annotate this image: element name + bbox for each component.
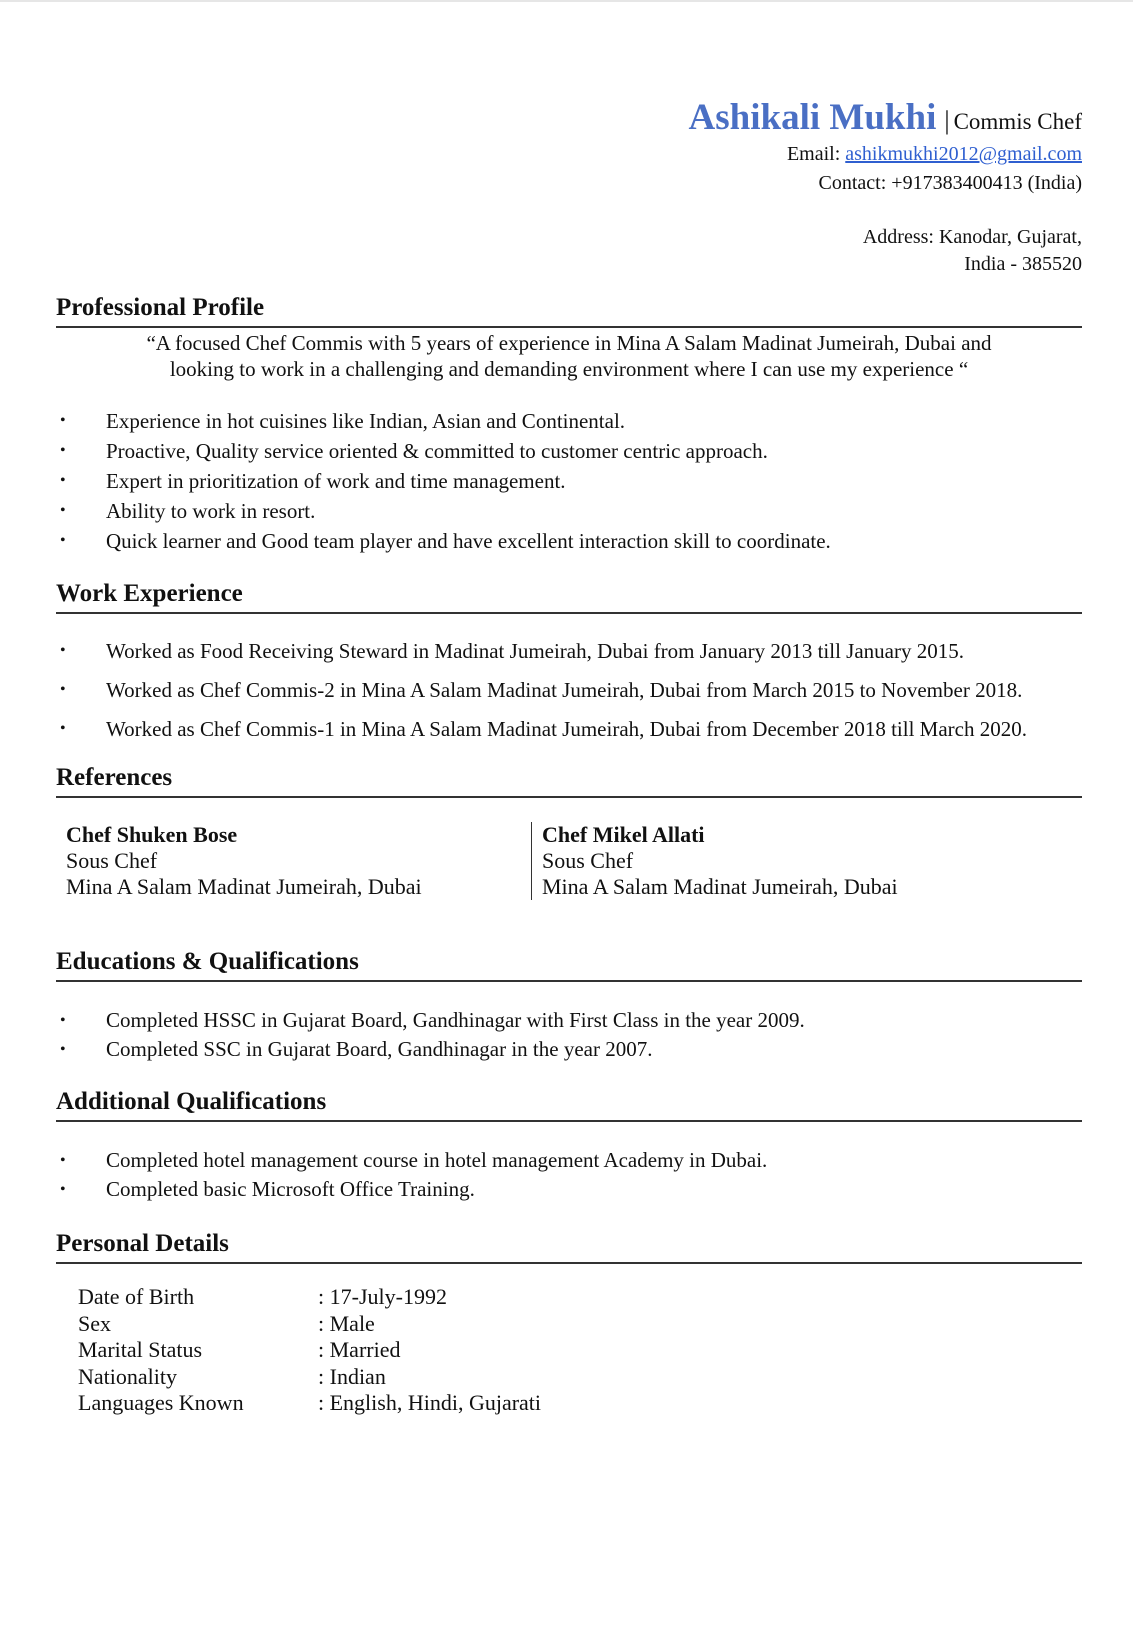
section-title-personal: Personal Details	[56, 1228, 1082, 1264]
personal-row-nationality	[78, 1364, 1082, 1391]
section-title-references: References	[56, 762, 1082, 798]
personal-row-marital-status	[78, 1337, 1082, 1364]
list-item	[56, 1175, 1082, 1204]
name-line	[56, 96, 1082, 140]
personal-row-sex	[78, 1311, 1082, 1338]
education-bullet-list	[56, 1006, 1082, 1064]
list-item-text: Completed basic Microsoft Office Training.	[106, 1177, 475, 1201]
section-title-work: Work Experience	[56, 578, 1082, 614]
email-line	[56, 140, 1082, 169]
reference-name: Chef Mikel Allati	[542, 822, 705, 847]
email-label: Email:	[786, 143, 841, 165]
list-item-text: Proactive, Quality service oriented & committed to customer centric approach.	[106, 439, 768, 463]
section-title-profile: Professional Profile	[56, 292, 1082, 328]
list-item-text: Quick learner and Good team player and have excellent interaction skill to coordinate.	[106, 529, 831, 553]
list-item	[56, 436, 1082, 466]
profile-section	[56, 292, 1082, 556]
list-item-text: Experience in hot cuisines like Indian, Asian and Continental.	[106, 409, 626, 433]
list-item	[56, 716, 1082, 742]
personal-value: : Male	[318, 1310, 375, 1336]
list-item-text: Completed hotel management course in hotel management Academy in Dubai.	[106, 1148, 768, 1172]
address-line-2: India - 385520	[964, 253, 1082, 275]
references-section	[56, 762, 1082, 900]
profile-summary-line-1: “A focused Chef Commis with 5 years of experience in Mina A Salam Madinat Jumeirah, Dubai and	[146, 331, 992, 355]
resume-page	[56, 96, 1082, 1417]
list-item	[56, 406, 1082, 436]
bullet-icon: •	[60, 532, 66, 549]
section-title-additional: Additional Qualifications	[56, 1086, 1082, 1122]
reference-place: Mina A Salam Madinat Jumeirah, Dubai	[66, 874, 422, 899]
list-item-text: Worked as Chef Commis-1 in Mina A Salam Madinat Jumeirah, Dubai from December 2018 till March 2020.	[106, 717, 1027, 741]
address-block	[56, 224, 1082, 278]
personal-label: Languages Known	[78, 1390, 244, 1415]
bullet-icon: •	[60, 472, 66, 489]
additional-section	[56, 1086, 1082, 1204]
work-bullet-list	[56, 638, 1082, 742]
bullet-icon: •	[60, 720, 66, 737]
profile-summary	[56, 328, 1082, 382]
list-item-text: Worked as Food Receiving Steward in Madinat Jumeirah, Dubai from January 2013 till January 2015.	[106, 639, 964, 663]
name-separator: |	[944, 106, 950, 135]
list-item-text: Ability to work in resort.	[106, 499, 316, 523]
list-item	[56, 526, 1082, 556]
reference-place: Mina A Salam Madinat Jumeirah, Dubai	[542, 874, 898, 899]
list-item-text: Completed SSC in Gujarat Board, Gandhinagar in the year 2007.	[106, 1037, 653, 1061]
reference-name: Chef Shuken Bose	[66, 822, 238, 847]
bullet-icon: •	[60, 1181, 66, 1198]
reference-position: Sous Chef	[542, 848, 634, 873]
list-item-text: Expert in prioritization of work and time management.	[106, 469, 566, 493]
references-grid	[56, 822, 1082, 900]
personal-row-languages	[78, 1390, 1082, 1417]
bullet-icon: •	[60, 442, 66, 459]
additional-bullet-list	[56, 1146, 1082, 1204]
personal-details-table	[78, 1284, 1082, 1417]
profile-summary-line-2: looking to work in a challenging and demanding environment where I can use my experience “	[169, 357, 969, 381]
bullet-icon: •	[60, 681, 66, 698]
list-item	[56, 1146, 1082, 1175]
email-link[interactable]: ashikmukhi2012@gmail.com	[845, 143, 1082, 165]
personal-section	[56, 1228, 1082, 1417]
personal-label: Marital Status	[78, 1337, 203, 1362]
section-title-education: Educations & Qualifications	[56, 946, 1082, 982]
reference-position: Sous Chef	[66, 848, 158, 873]
list-item	[56, 638, 1082, 664]
list-item-text: Completed HSSC in Gujarat Board, Gandhinagar with First Class in the year 2009.	[106, 1008, 805, 1032]
personal-label: Sex	[78, 1310, 111, 1336]
list-item	[56, 496, 1082, 526]
education-section	[56, 946, 1082, 1064]
candidate-role: Commis Chef	[953, 109, 1082, 134]
bullet-icon: •	[60, 502, 66, 519]
bullet-icon: •	[60, 412, 66, 429]
work-section	[56, 578, 1082, 742]
personal-value: : 17-July-1992	[318, 1284, 447, 1309]
reference-card	[56, 822, 531, 900]
candidate-name: Ashikali Mukhi	[688, 97, 937, 138]
list-item	[56, 677, 1082, 703]
bullet-icon: •	[60, 1152, 66, 1169]
list-item	[56, 1035, 1082, 1064]
list-item-text: Worked as Chef Commis-2 in Mina A Salam Madinat Jumeirah, Dubai from March 2015 to November 2018.	[106, 678, 1023, 702]
bullet-icon: •	[60, 642, 66, 659]
personal-value: : Married	[318, 1337, 401, 1362]
address-line-1: Address: Kanodar, Gujarat,	[862, 226, 1082, 248]
personal-label: Date of Birth	[78, 1284, 195, 1309]
personal-row-dob	[78, 1284, 1082, 1311]
resume-header	[56, 96, 1082, 278]
personal-value: : Indian	[318, 1363, 386, 1389]
list-item	[56, 466, 1082, 496]
list-item	[56, 1006, 1082, 1035]
bullet-icon: •	[60, 1041, 66, 1058]
personal-value: : English, Hindi, Gujarati	[318, 1390, 542, 1415]
top-page-edge	[0, 0, 1133, 2]
personal-label: Nationality	[78, 1363, 177, 1389]
profile-bullet-list	[56, 406, 1082, 556]
bullet-icon: •	[60, 1012, 66, 1029]
contact-line: Contact: +917383400413 (India)	[818, 172, 1082, 194]
reference-card	[531, 822, 1007, 900]
